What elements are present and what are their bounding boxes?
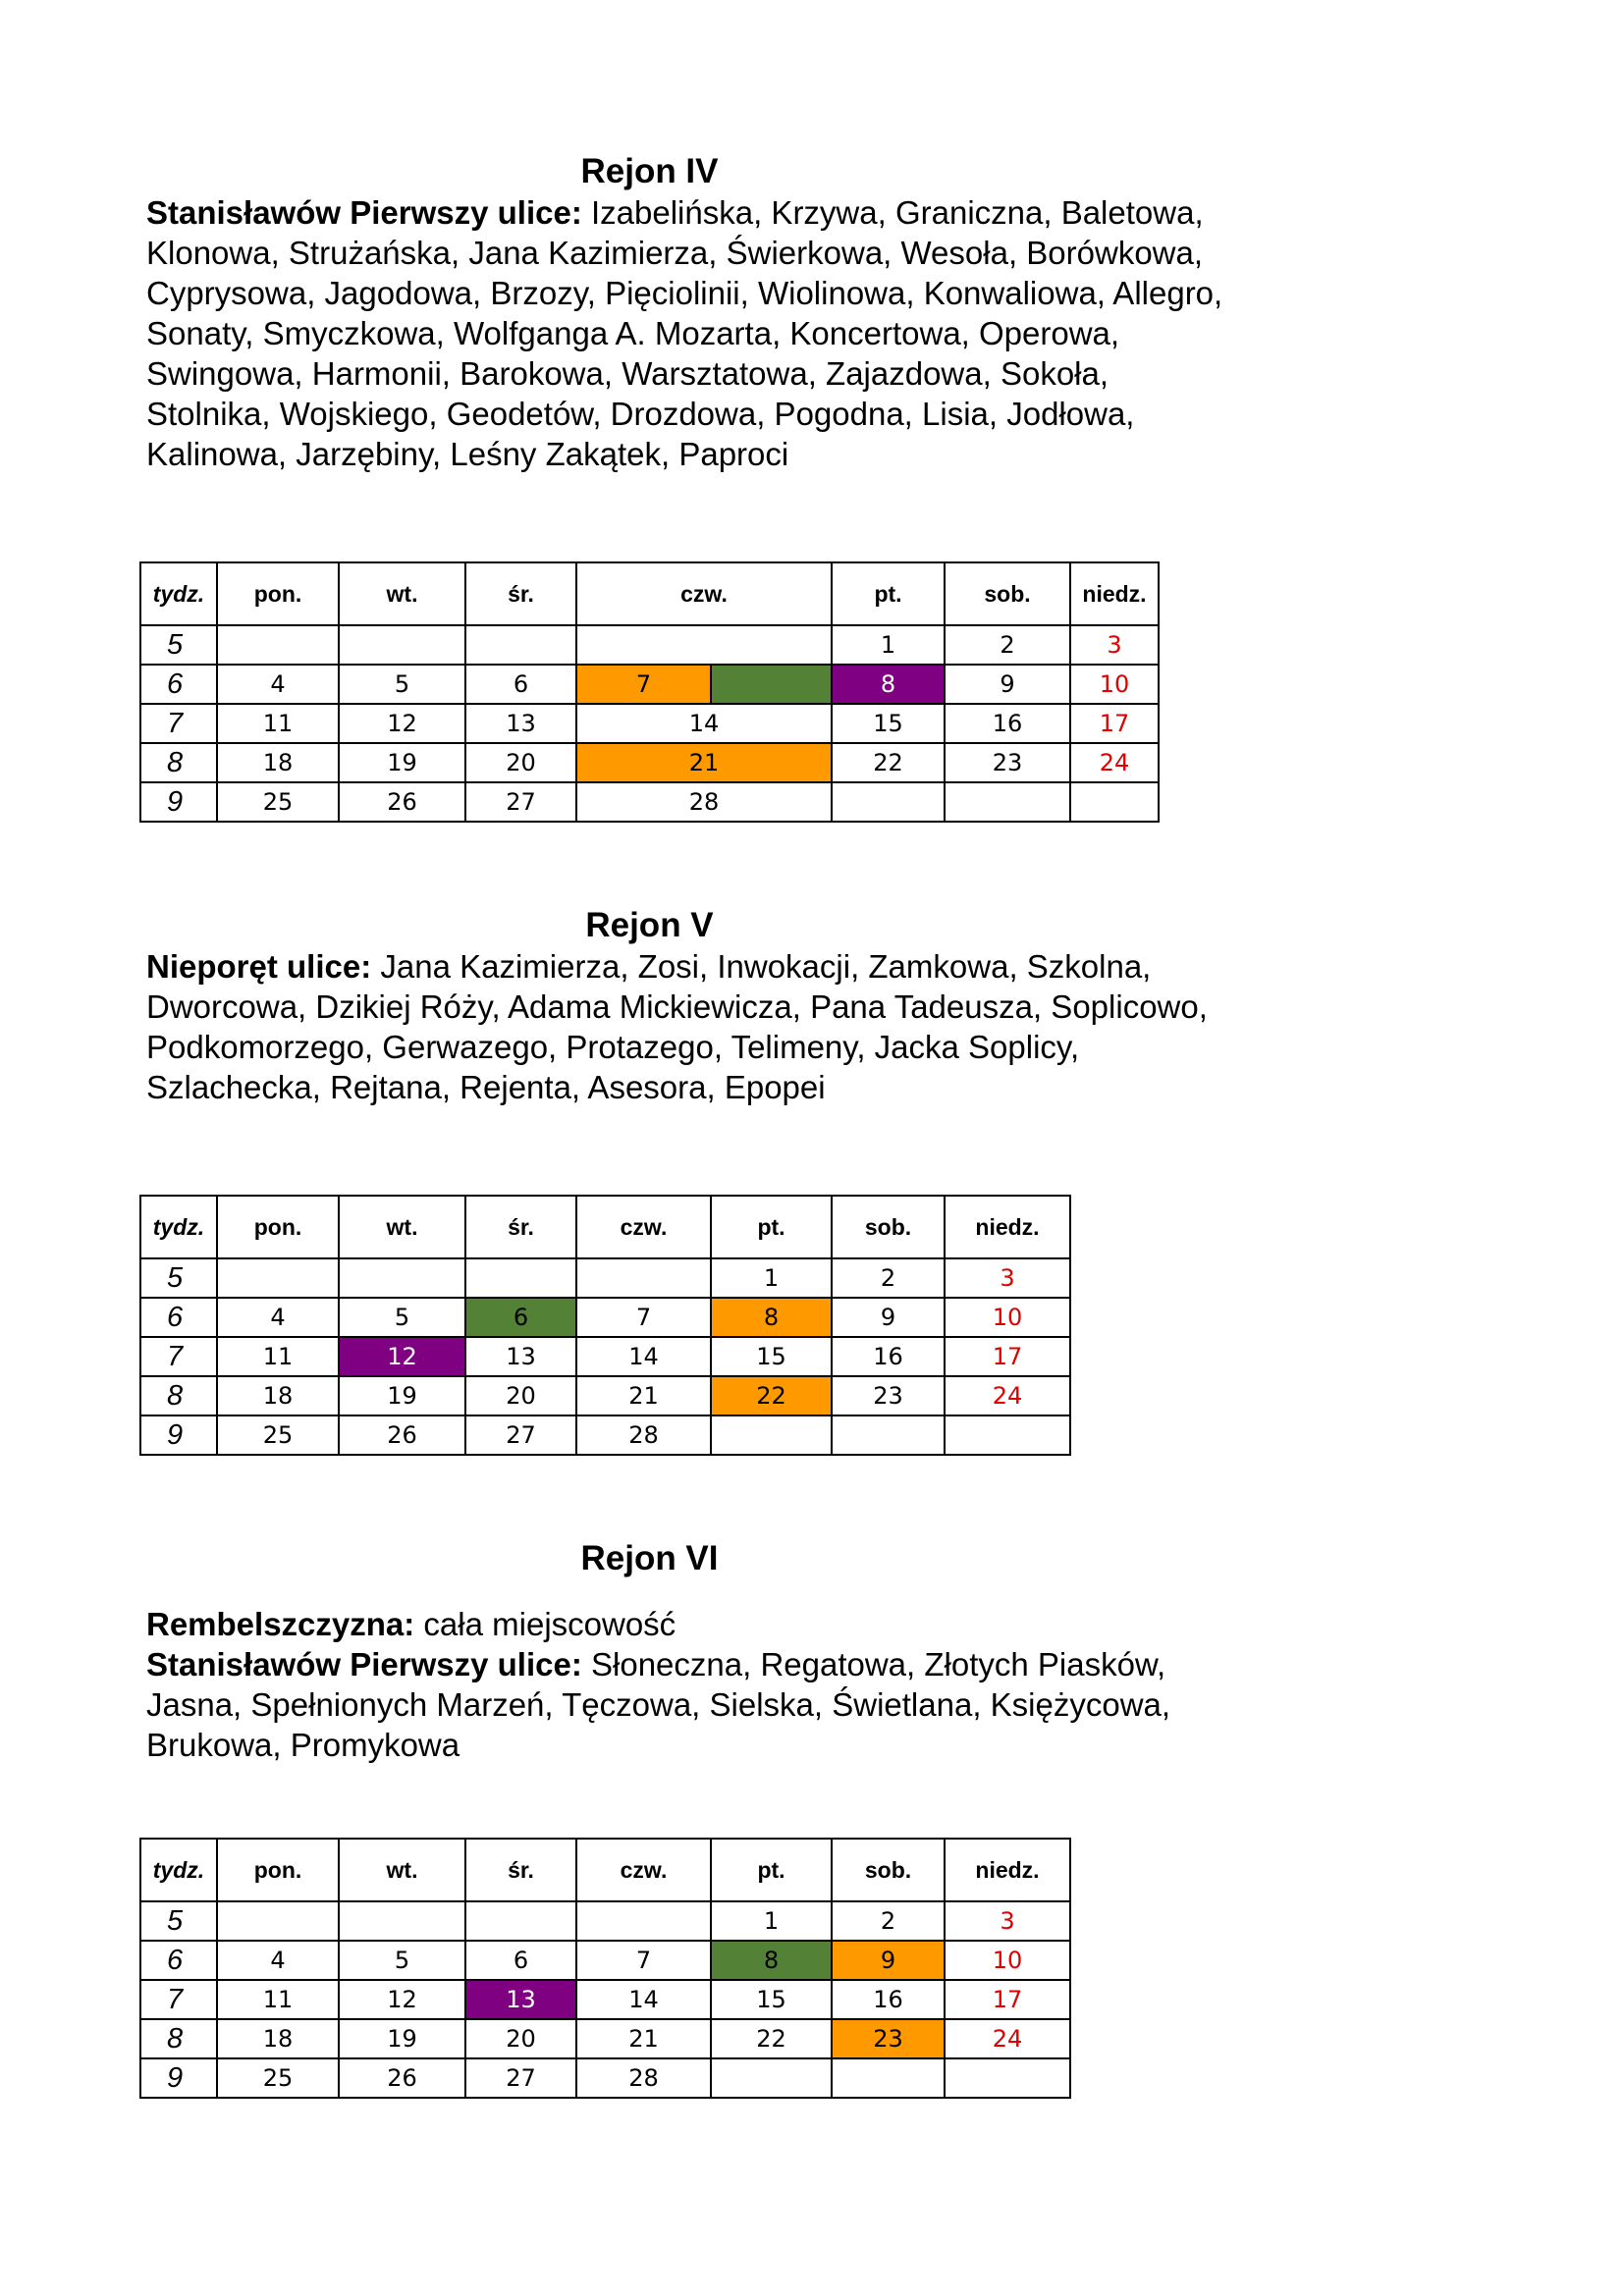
day-cell	[576, 1258, 711, 1298]
week-row	[140, 1376, 1070, 1415]
week-row	[140, 1298, 1070, 1337]
week-row	[140, 704, 1159, 743]
week-number: 9	[140, 2058, 217, 2098]
day-cell: 23	[945, 743, 1070, 782]
day-cell	[576, 625, 832, 665]
day-cell: 25	[217, 782, 339, 822]
header-tue: wt.	[339, 562, 465, 625]
week-row	[140, 1941, 1070, 1980]
region-iv-street-list: Izabelińska, Krzywa, Graniczna, Baletowa, Klonowa, Strużańska, Jana Kazimierza, Świerkowa, Wesoła, Borówkowa, Cyprysowa, Jagodowa, Brzozy, Pięciolinii, Wiolinowa, Konwaliowa, Allegro, Sonaty, Smyczkowa, Wolfganga A. Mozarta, Koncertowa, Operowa, Swingowa, Harmonii, Barokowa, Warsztatowa, Zajazdowa, Sokoła, Stolnika, Wojskiego, Geodetów, Drozdowa, Pogodna, Lisia, Jodłowa, Kalinowa, Jarzębiny, Leśny Zakątek, Paproci	[146, 194, 1223, 472]
header-thu: czw.	[576, 1839, 711, 1901]
day-cell: 12	[339, 1980, 465, 2019]
day-cell: 18	[217, 743, 339, 782]
day-cell-sunday: 17	[1070, 704, 1159, 743]
week-number: 7	[140, 704, 217, 743]
week-row	[140, 1415, 1070, 1455]
header-sun: niedz.	[945, 1196, 1070, 1258]
day-cell: 20	[465, 2019, 576, 2058]
day-cell: 2	[832, 1258, 945, 1298]
day-cell: 1	[711, 1258, 832, 1298]
day-cell: 20	[465, 1376, 576, 1415]
day-cell-sunday: 24	[1070, 743, 1159, 782]
day-cell	[945, 782, 1070, 822]
day-cell: 13	[465, 1337, 576, 1376]
region-vi-place-2: Stanisławów Pierwszy ulice:	[146, 1646, 582, 1682]
day-cell: 9	[945, 665, 1070, 704]
day-cell-highlight-orange: 21	[576, 743, 832, 782]
day-cell-highlight-green	[711, 665, 832, 704]
header-row	[140, 1196, 1070, 1258]
week-row	[140, 1901, 1070, 1941]
week-number: 6	[140, 1298, 217, 1337]
day-cell	[832, 1415, 945, 1455]
day-cell: 14	[576, 1337, 711, 1376]
day-cell: 28	[576, 782, 832, 822]
day-cell-highlight-green: 6	[465, 1298, 576, 1337]
week-row	[140, 2019, 1070, 2058]
day-cell	[339, 1258, 465, 1298]
week-row	[140, 2058, 1070, 2098]
header-thu: czw.	[576, 562, 832, 625]
week-row	[140, 1980, 1070, 2019]
region-iv-calendar	[139, 561, 1160, 823]
day-cell: 7	[576, 1941, 711, 1980]
day-cell: 4	[217, 1298, 339, 1337]
day-cell: 4	[217, 665, 339, 704]
day-cell: 1	[832, 625, 945, 665]
day-cell-highlight-purple: 12	[339, 1337, 465, 1376]
day-cell: 26	[339, 2058, 465, 2098]
day-cell: 18	[217, 2019, 339, 2058]
header-wed: śr.	[465, 1839, 576, 1901]
day-cell: 16	[945, 704, 1070, 743]
region-v-street-list: Jana Kazimierza, Zosi, Inwokacji, Zamkowa, Szkolna, Dworcowa, Dzikiej Róży, Adama Mickiewicza, Pana Tadeusza, Soplicowo, Podkomorzego, Gerwazego, Protazego, Telimeny, Jacka Soplicy, Szlachecka, Rejtana, Rejenta, Asesora, Epopei	[146, 948, 1208, 1105]
day-cell	[711, 2058, 832, 2098]
day-cell-highlight-orange: 23	[832, 2019, 945, 2058]
day-cell-highlight-green: 8	[711, 1941, 832, 1980]
day-cell: 5	[339, 1941, 465, 1980]
region-iv-title: Rejon IV	[580, 152, 719, 190]
day-cell: 26	[339, 1415, 465, 1455]
header-tue: wt.	[339, 1196, 465, 1258]
day-cell: 9	[832, 1298, 945, 1337]
day-cell-sunday: 24	[945, 1376, 1070, 1415]
header-thu: czw.	[576, 1196, 711, 1258]
day-cell	[465, 625, 576, 665]
region-v-title: Rejon V	[585, 906, 714, 944]
day-cell-sunday: 3	[945, 1258, 1070, 1298]
day-cell-highlight-orange: 9	[832, 1941, 945, 1980]
day-cell: 18	[217, 1376, 339, 1415]
day-cell-sunday	[945, 2058, 1070, 2098]
day-cell	[339, 1901, 465, 1941]
day-cell	[217, 625, 339, 665]
week-number: 7	[140, 1980, 217, 2019]
week-number: 9	[140, 782, 217, 822]
header-sun: niedz.	[945, 1839, 1070, 1901]
day-cell: 2	[945, 625, 1070, 665]
day-cell: 7	[576, 1298, 711, 1337]
day-cell: 16	[832, 1337, 945, 1376]
week-number: 9	[140, 1415, 217, 1455]
day-cell-sunday: 10	[945, 1941, 1070, 1980]
header-tue: wt.	[339, 1839, 465, 1901]
week-number: 5	[140, 625, 217, 665]
region-vi-title: Rejon VI	[580, 1539, 719, 1577]
day-cell	[576, 1901, 711, 1941]
day-cell: 11	[217, 1980, 339, 2019]
week-number: 6	[140, 1941, 217, 1980]
day-cell-sunday: 3	[1070, 625, 1159, 665]
week-number: 8	[140, 1376, 217, 1415]
header-fri: pt.	[832, 562, 945, 625]
day-cell: 21	[576, 2019, 711, 2058]
day-cell: 19	[339, 1376, 465, 1415]
week-number: 8	[140, 2019, 217, 2058]
region-iv-streets	[146, 192, 1226, 474]
header-week: tydz.	[140, 1196, 217, 1258]
header-fri: pt.	[711, 1839, 832, 1901]
day-cell: 6	[465, 665, 576, 704]
day-cell	[217, 1901, 339, 1941]
header-sat: sob.	[945, 562, 1070, 625]
day-cell-sunday: 10	[945, 1298, 1070, 1337]
day-cell: 6	[465, 1941, 576, 1980]
day-cell-sunday: 10	[1070, 665, 1159, 704]
week-number: 8	[140, 743, 217, 782]
day-cell-highlight-orange: 8	[711, 1298, 832, 1337]
day-cell: 1	[711, 1901, 832, 1941]
week-row	[140, 625, 1159, 665]
header-sat: sob.	[832, 1196, 945, 1258]
day-cell-highlight-purple: 8	[832, 665, 945, 704]
header-sat: sob.	[832, 1839, 945, 1901]
day-cell: 21	[576, 1376, 711, 1415]
header-mon: pon.	[217, 1839, 339, 1901]
day-cell: 15	[711, 1980, 832, 2019]
day-cell-sunday: 3	[945, 1901, 1070, 1941]
day-cell: 19	[339, 743, 465, 782]
day-cell: 27	[465, 2058, 576, 2098]
day-cell: 15	[832, 704, 945, 743]
region-v-place: Nieporęt ulice:	[146, 948, 372, 985]
day-cell: 20	[465, 743, 576, 782]
week-number: 7	[140, 1337, 217, 1376]
day-cell	[465, 1258, 576, 1298]
day-cell	[465, 1901, 576, 1941]
day-cell-highlight-purple: 13	[465, 1980, 576, 2019]
day-cell-highlight-orange: 7	[576, 665, 711, 704]
day-cell: 22	[711, 2019, 832, 2058]
day-cell: 25	[217, 2058, 339, 2098]
header-mon: pon.	[217, 562, 339, 625]
header-fri: pt.	[711, 1196, 832, 1258]
day-cell: 2	[832, 1901, 945, 1941]
region-v-calendar	[139, 1195, 1071, 1456]
day-cell: 5	[339, 1298, 465, 1337]
week-row	[140, 665, 1159, 704]
day-cell: 28	[576, 1415, 711, 1455]
header-row	[140, 562, 1159, 625]
header-wed: śr.	[465, 562, 576, 625]
region-vi-street-list: Słoneczna, Regatowa, Złotych Piasków, Jasna, Spełnionych Marzeń, Tęczowa, Sielska, Świetlana, Księżycowa, Brukowa, Promykowa	[146, 1646, 1171, 1763]
day-cell-sunday	[945, 1415, 1070, 1455]
day-cell: 16	[832, 1980, 945, 2019]
day-cell: 12	[339, 704, 465, 743]
day-cell: 27	[465, 782, 576, 822]
day-cell	[711, 1415, 832, 1455]
region-vi-streets	[146, 1604, 1226, 1765]
week-row	[140, 743, 1159, 782]
day-cell: 4	[217, 1941, 339, 1980]
day-cell: 26	[339, 782, 465, 822]
day-cell: 23	[832, 1376, 945, 1415]
day-cell: 11	[217, 704, 339, 743]
header-week: tydz.	[140, 1839, 217, 1901]
day-cell-sunday	[1070, 782, 1159, 822]
week-number: 5	[140, 1901, 217, 1941]
day-cell: 14	[576, 704, 832, 743]
header-week: tydz.	[140, 562, 217, 625]
day-cell: 5	[339, 665, 465, 704]
day-cell-sunday: 24	[945, 2019, 1070, 2058]
day-cell: 27	[465, 1415, 576, 1455]
week-row	[140, 782, 1159, 822]
day-cell: 11	[217, 1337, 339, 1376]
day-cell-sunday: 17	[945, 1980, 1070, 2019]
region-vi-calendar	[139, 1838, 1071, 2099]
day-cell: 22	[832, 743, 945, 782]
day-cell-sunday: 17	[945, 1337, 1070, 1376]
header-sun: niedz.	[1070, 562, 1159, 625]
day-cell	[217, 1258, 339, 1298]
week-row	[140, 1337, 1070, 1376]
day-cell: 13	[465, 704, 576, 743]
region-iv-place: Stanisławów Pierwszy ulice:	[146, 194, 582, 231]
day-cell: 15	[711, 1337, 832, 1376]
day-cell	[339, 625, 465, 665]
week-row	[140, 1258, 1070, 1298]
day-cell: 28	[576, 2058, 711, 2098]
week-number: 5	[140, 1258, 217, 1298]
day-cell	[832, 2058, 945, 2098]
region-vi-text-1: cała miejscowość	[414, 1606, 676, 1642]
week-number: 6	[140, 665, 217, 704]
day-cell	[832, 782, 945, 822]
day-cell: 19	[339, 2019, 465, 2058]
day-cell: 14	[576, 1980, 711, 2019]
header-wed: śr.	[465, 1196, 576, 1258]
region-v-streets	[146, 946, 1226, 1107]
day-cell-highlight-orange: 22	[711, 1376, 832, 1415]
header-mon: pon.	[217, 1196, 339, 1258]
header-row	[140, 1839, 1070, 1901]
day-cell: 25	[217, 1415, 339, 1455]
region-vi-place-1: Rembelszczyzna:	[146, 1606, 415, 1642]
